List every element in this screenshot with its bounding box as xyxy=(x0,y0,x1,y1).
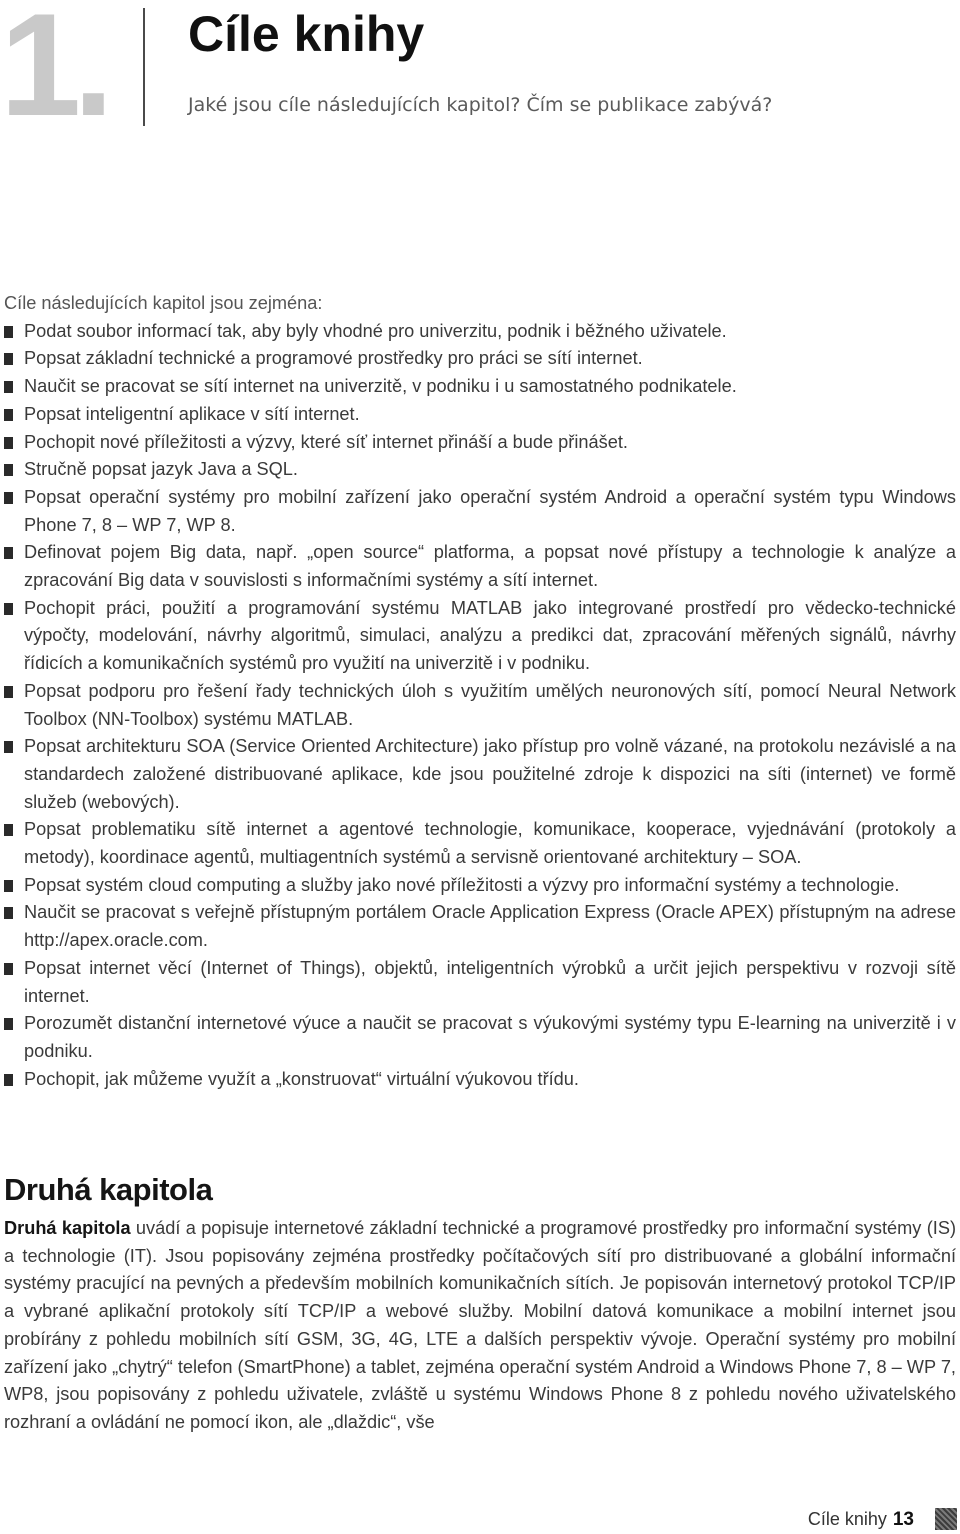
goal-item xyxy=(4,955,956,1010)
square-bullet-icon xyxy=(4,381,13,393)
goal-text: Popsat systém cloud computing a služby jako nové příležitosti a výzvy pro informační systémy a technologie. xyxy=(24,874,900,895)
goal-item xyxy=(4,318,956,346)
goal-text: Pochopit nové příležitosti a výzvy, které síť internet přináší a bude přinášet. xyxy=(24,431,628,452)
square-bullet-icon xyxy=(4,326,13,338)
goal-text: Popsat základní technické a programové prostředky pro práci se sítí internet. xyxy=(24,348,643,369)
section-text: uvádí a popisuje internetové základní technické a programové prostředky pro informační systémy (IS) a technologie (IT). Jsou popisovány zejména prostředky počítačových sítí pro distribuované a globální informační systémy pracující na pevných a především mobilních komunikačních sítích. Je popisován internetový protokol TCP/IP a vybrané aplikační protokoly sítí TCP/IP a webové služby. Mobilní datová komunikace a mobilní internet jsou probírány z pohledu mobilních sítí GSM, 3G, 4G, LTE a dalších perspektiv vývoje. Operační systémy pro mobilní zařízení jako „chytrý“ telefon (SmartPhone) a tablet, zejména operační systém Android a Windows Phone 7, 8 – WP 7, WP8, jsou popisovány z pohledu uživatele, zvláště u systému Windows Phone 8 z pohledu nového uživatelského rozhraní a ovládání ne pomocí ikon, ale „dlaždic“, vše xyxy=(4,1218,957,1432)
section-body xyxy=(4,1215,956,1437)
goal-text: Pochopit práci, použití a programování systému MATLAB jako integrované prostředí pro vědecko-technické výpočty, modelování, návrhy algoritmů, simulaci, analýzu a predikci dat, zpracování měřených signálů, návrhy řídicích a komunikačních systémů pro využití na univerzitě i v podniku. xyxy=(24,597,956,674)
page-number: 13 xyxy=(892,1509,914,1530)
goal-text: Popsat inteligentní aplikace v sítí internet. xyxy=(24,403,360,424)
square-bullet-icon xyxy=(4,1074,13,1086)
square-bullet-icon xyxy=(4,547,13,559)
goal-text: Definovat pojem Big data, např. „open source“ platforma, a popsat nové přístupy a technologie k analýze a zpracování Big data v souvislosti s informačními systémy a sítí internet. xyxy=(24,542,956,591)
goal-text: Popsat architekturu SOA (Service Oriented Architecture) jako přístup pro volně vázané, na protokolu nezávislé a na standardech založené distribuované aplikace, kde jsou použitelné zdroje k dispozici na síti (internet) ve formě služeb (webových). xyxy=(24,736,956,812)
goal-item xyxy=(4,345,956,373)
square-bullet-icon xyxy=(4,409,13,421)
running-title: Cíle knihy xyxy=(807,1509,887,1529)
section-title: Druhá kapitola xyxy=(4,1172,213,1207)
goal-text: Porozumět distanční internetové výuce a naučit se pracovat s výukovými systémy typu E-learning na univerzitě i v podniku. xyxy=(24,1013,956,1061)
square-bullet-icon xyxy=(4,907,13,919)
goal-item xyxy=(4,1010,956,1065)
goal-item xyxy=(4,872,956,900)
goal-item xyxy=(4,401,956,429)
chapter-subtitle: Jaké jsou cíle následujících kapitol? Čím se publikace zabývá? xyxy=(188,94,773,116)
goal-item xyxy=(4,373,956,401)
goal-item xyxy=(4,733,956,816)
header-divider xyxy=(143,8,145,126)
goal-item xyxy=(4,595,956,678)
square-bullet-icon xyxy=(4,353,13,365)
footer-marker-block xyxy=(935,1508,957,1530)
goals-intro: Cíle následujících kapitol jsou zejména: xyxy=(4,293,323,313)
chapter-title: Cíle knihy xyxy=(188,6,425,62)
goal-item xyxy=(4,539,956,594)
square-bullet-icon xyxy=(4,603,13,615)
chapter-number: 1. xyxy=(0,0,106,130)
square-bullet-icon xyxy=(4,492,13,504)
square-bullet-icon xyxy=(4,437,13,449)
square-bullet-icon xyxy=(4,464,13,476)
goal-text: Naučit se pracovat s veřejně přístupným portálem Oracle Application Express (Oracle APEX) přístupným na adrese http://apex.oracle.com. xyxy=(24,902,956,951)
goal-text: Naučit se pracovat se sítí internet na univerzitě, v podniku i u samostatného podnikatele. xyxy=(24,376,737,397)
square-bullet-icon xyxy=(4,824,13,836)
goal-item xyxy=(4,816,956,871)
goal-text: Popsat operační systémy pro mobilní zařízení jako operační systém Android a operační systém typu Windows Phone 7, 8 – WP 7, WP 8. xyxy=(24,486,956,535)
page-footer xyxy=(808,1509,914,1531)
goal-item xyxy=(4,1066,956,1094)
square-bullet-icon xyxy=(4,741,13,753)
goal-item xyxy=(4,678,956,733)
goal-text: Popsat problematiku sítě internet a agentové technologie, komunikace, kooperace, vyjednávání (protokoly a metody), koordinace agentů, multiagentních systémů a servisně orientované architektury – SOA. xyxy=(24,819,956,868)
goal-text: Stručně popsat jazyk Java a SQL. xyxy=(24,459,298,480)
section-lead: Druhá kapitola xyxy=(4,1218,131,1238)
goal-text: Popsat podporu pro řešení řady technických úloh s využitím umělých neuronových sítí, pomocí Neural Network Toolbox (NN-Toolbox) systému MATLAB. xyxy=(24,680,956,729)
goal-text: Pochopit, jak můžeme využít a „konstruovat“ virtuální výukovou třídu. xyxy=(24,1068,579,1089)
goal-item xyxy=(4,456,956,484)
square-bullet-icon xyxy=(4,686,13,698)
goal-item xyxy=(4,429,956,457)
goal-item xyxy=(4,899,956,954)
goal-text: Podat soubor informací tak, aby byly vhodné pro univerzitu, podnik i běžného uživatele. xyxy=(24,320,727,341)
square-bullet-icon xyxy=(4,1018,13,1030)
goals-section xyxy=(4,290,956,1093)
goal-text: Popsat internet věcí (Internet of Things), objektů, inteligentních výrobků a určit jejich perspektivu v rozvoji sítě internet. xyxy=(24,957,956,1006)
goals-list xyxy=(4,318,956,1094)
goal-item xyxy=(4,484,956,539)
square-bullet-icon xyxy=(4,880,13,892)
square-bullet-icon xyxy=(4,963,13,975)
